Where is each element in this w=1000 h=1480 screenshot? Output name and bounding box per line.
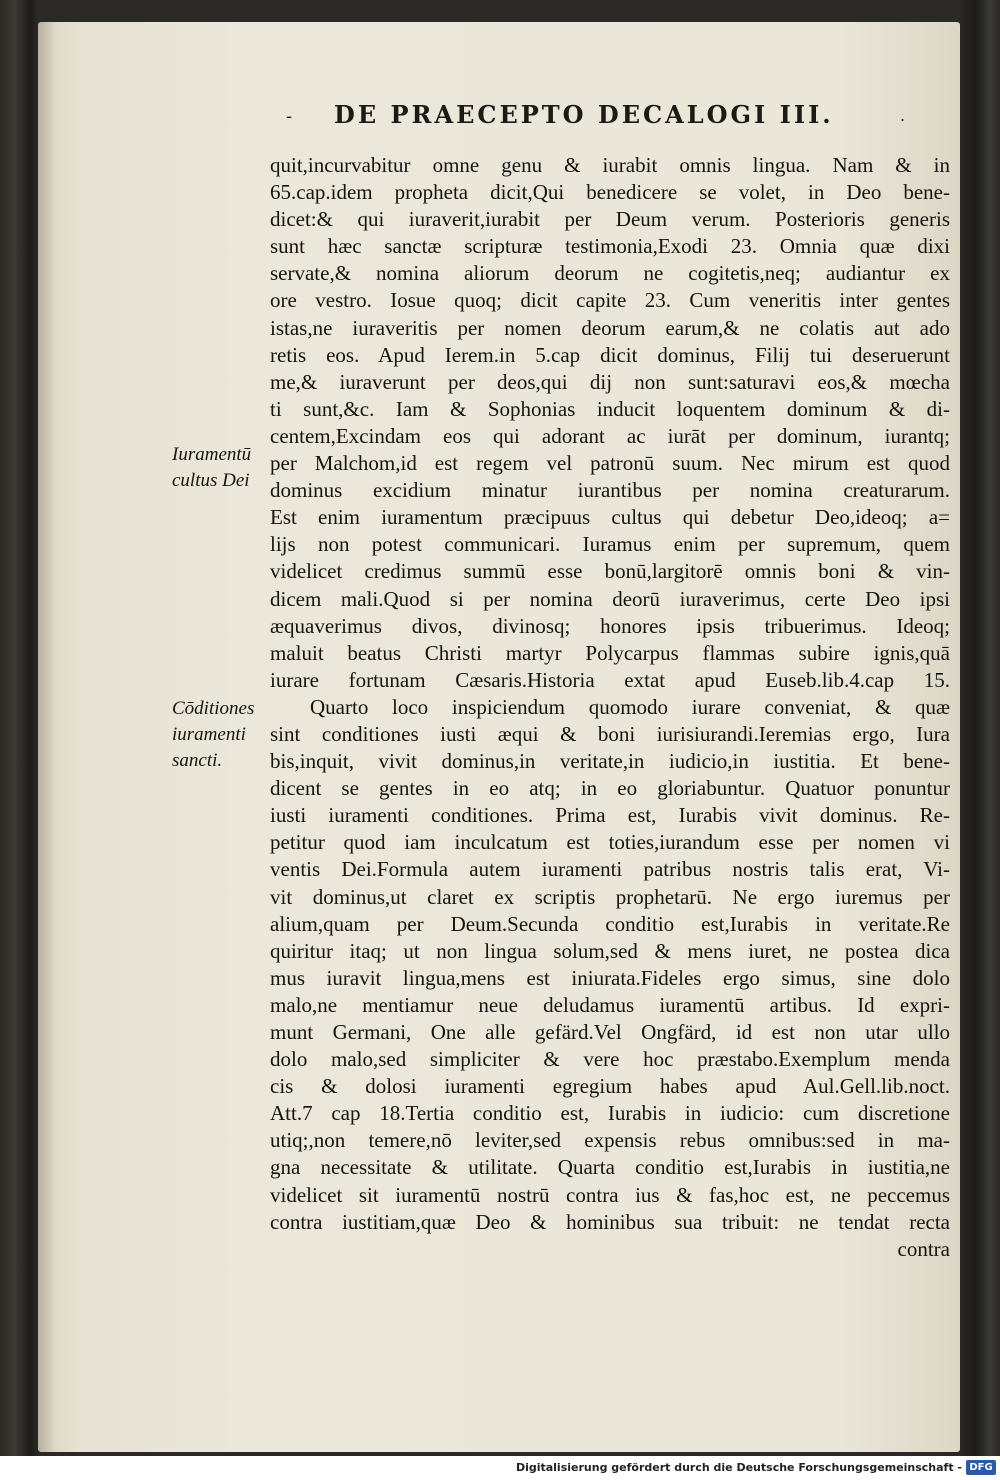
text-line: gna necessitate & utilitate. Quarta conditio est,Iurabis in iustitia,ne — [270, 1155, 950, 1180]
text-line: Att.7 cap 18.Tertia conditio est, Iurabis in iudicio: cum discretione — [270, 1101, 950, 1126]
text-line: contra iustitiam,quæ Deo & hominibus sua tribuit: ne tendat recta — [270, 1209, 950, 1234]
text-line: dicent se gentes in eo atq; in eo gloriabuntur. Quatuor ponuntur — [270, 776, 950, 801]
text-line: sunt hæc sanctæ scripturæ testimonia,Exodi 23. Omnia quæ dixi — [270, 234, 950, 259]
marginal-note-conditiones — [172, 696, 272, 774]
text-line: Quarto loco inspiciendum quomodo iurare conveniat, & quæ — [310, 694, 950, 719]
marginal-note-iuramentum — [172, 442, 272, 494]
text-line: dominus excidium minatur iurantibus per nomina creaturarum. — [270, 478, 950, 503]
text-line: me,& iuraverunt per deos,qui dij non sunt:saturavi eos,& mœcha — [270, 369, 950, 394]
text-line: videlicet sit iuramentū nostrū contra ius & fas,hoc est, ne peccemus — [270, 1182, 950, 1207]
text-line: iurare fortunam Cæsaris.Historia extat apud Euseb.lib.4.cap 15. — [270, 667, 950, 692]
catchword: contra — [897, 1236, 950, 1261]
text-line: malo,ne mentiamur neue deludamus iuramentū artibus. Id expri- — [270, 992, 950, 1017]
text-line: centem,Excindam eos qui adorant ac iurāt per dominum, iurantq; — [270, 423, 950, 448]
text-line: cis & dolosi iuramenti egregium habes apud Aul.Gell.lib.noct. — [270, 1074, 950, 1099]
text-line: Est enim iuramentum præcipuus cultus qui debetur Deo,ideoq; a= — [270, 505, 950, 530]
text-line: vit dominus,ut claret ex scriptis prophetarū. Ne ergo iuremus per — [270, 884, 950, 909]
marginal-note-line: sancti. — [172, 750, 223, 771]
running-head-title: DE PRAECEPTO DECALOGI III. — [334, 100, 834, 129]
text-line: munt Germani, One alle gefärd.Vel Ongfärd, id est non utar ullo — [270, 1020, 950, 1044]
text-line: iusti iuramenti conditiones. Prima est, Iurabis vivit dominus. Re- — [270, 803, 950, 828]
marginal-note-line: iuramenti — [172, 724, 246, 745]
text-line: dicet:& qui iuraverit,iurabit per Deum verum. Posterioris generis — [270, 207, 950, 232]
text-line: mus iuravit lingua,mens est iniurata.Fideles ergo simus, sine dolo — [270, 965, 950, 990]
text-line: alium,quam per Deum.Secunda conditio est,Iurabis in veritate.Re — [270, 911, 950, 936]
text-line: ore vestro. Iosue quoq; dicit capite 23. Cum veneritis inter gentes — [270, 288, 950, 313]
main-text-block — [270, 152, 950, 1263]
running-head-left-mark: - — [286, 106, 293, 127]
marginal-note-line: Iuramentū — [172, 444, 252, 465]
text-line: 65.cap.idem propheta dicit,Qui benedicere se volet, in Deo bene- — [270, 180, 950, 205]
text-line: dolo malo,sed simpliciter & vere hoc præstabo.Exemplum menda — [270, 1047, 950, 1072]
text-line: maluit beatus Christi martyr Polycarpus flammas subire ignis,quā — [270, 640, 950, 665]
text-line: videlicet credimus summū esse bonū,largitorē omnis boni & vin- — [270, 559, 950, 584]
text-line: æquaverimus divos, divinosq; honores ipsis tribuerimus. Ideoq; — [270, 613, 950, 638]
text-line: quiritur itaq; ut non lingua solum,sed & mens iuret, ne postea dica — [270, 938, 950, 963]
running-head — [38, 100, 960, 136]
text-line: servate,& nomina aliorum deorum ne cogitetis,neq; audiantur ex — [270, 261, 950, 286]
book-page — [38, 22, 960, 1452]
dfg-logo: DFG — [966, 1460, 996, 1475]
text-line: petitur quod iam inculcatum est toties,iurandum esse per nomen vi — [270, 830, 950, 855]
text-line: retis eos. Apud Ierem.in 5.cap dicit dominus, Filij tui deseruerunt — [270, 342, 950, 367]
text-line: lijs non potest communicari. Iuramus enim per supremum, quem — [270, 532, 950, 557]
running-head-right-mark: . — [900, 106, 906, 125]
text-line: sint conditiones iusti æqui & boni iurisiurandi.Ieremias ergo, Iura — [270, 721, 950, 746]
marginal-note-line: cultus Dei — [172, 470, 250, 491]
text-line: bis,inquit, vivit dominus,in veritate,in iudicio,in iustitia. Et bene- — [270, 749, 950, 774]
digitization-footer — [0, 1456, 1000, 1480]
footer-credit: Digitalisierung gefördert durch die Deutsche Forschungsgemeinschaft - — [515, 1461, 962, 1474]
text-line: ti sunt,&c. Iam & Sophonias inducit loquentem dominum & di- — [270, 396, 950, 421]
text-line: quit,incurvabitur omne genu & iurabit omnis lingua. Nam & in — [270, 153, 950, 177]
text-line: per Malchom,id est regem vel patronū suum. Nec mirum est quod — [270, 451, 950, 476]
text-line: utiq;,non temere,nō leviter,sed expensis rebus omnibus:sed in ma- — [270, 1128, 950, 1153]
text-line: ventis Dei.Formula autem iuramenti patribus nostris talis erat, Vi- — [270, 857, 950, 882]
marginal-note-line: Cōditiones — [172, 698, 255, 719]
text-line: dicem mali.Quod si per nomina deorū iuraverimus, certe Deo ipsi — [270, 586, 950, 611]
text-line: istas,ne iuraveritis per nomen deorum earum,& ne colatis aut ado — [270, 315, 950, 340]
